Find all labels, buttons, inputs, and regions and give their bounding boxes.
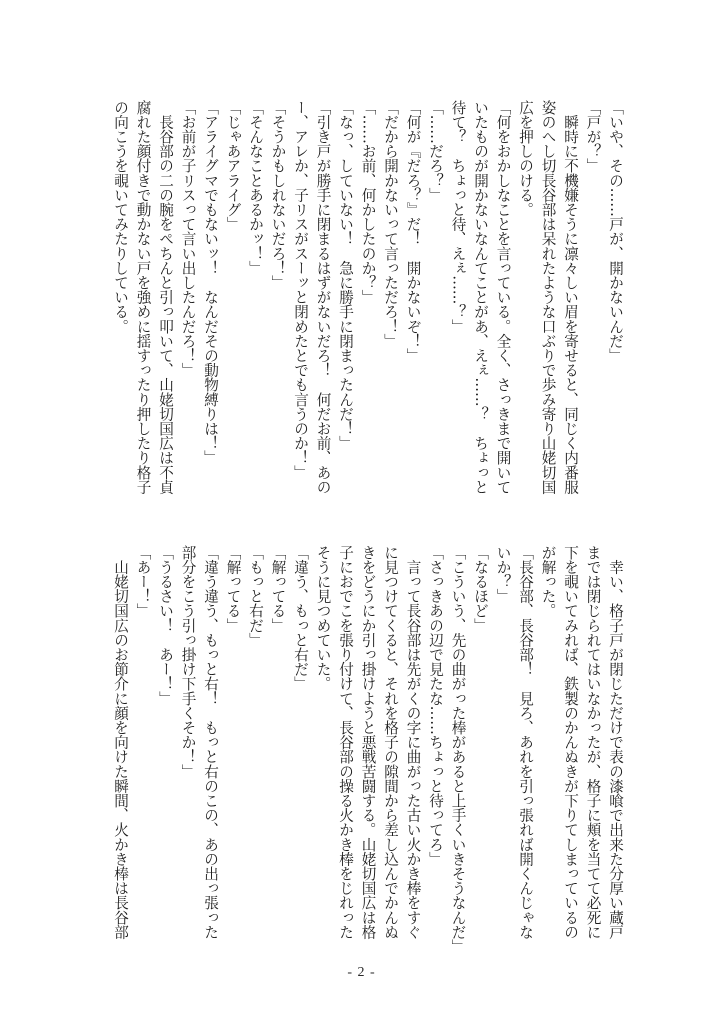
text-column: 幸い、格子戸が閉じただけで表の漆喰で出来た分厚い蔵戸 [607,545,624,940]
text-column: 「そうかもしれないだろ！」 [269,100,287,290]
text-column: 「何をおかしなことを言っている。全く、さっきまで開いて [494,100,512,495]
text-column: ー、アレか、子リスがスーッと閉めたとでも言うのか！」 [292,100,309,480]
text-column: 「解ってる」 [269,545,287,633]
text-column: 言って長谷部は先がくの字に曲がった古い火かき棒をすぐ [404,545,422,940]
text-column: 「何が『だろ？』だ！ 開かないぞ！」 [404,100,422,363]
text-column: 待て？ ちょっと待、えぇ……？」 [449,100,467,334]
text-column: 「うるさい！ あー！」 [157,545,174,706]
text-column: 「そんなことあるかッ！」 [247,100,264,276]
text-column: 「戸が？」 [584,100,602,173]
text-column: 「長谷部、長谷部！ 見ろ、あれを引っ張れば開くんじゃな [517,545,534,940]
text-column: 下を覗いてみれば、鉄製のかんぬきが下りてしまっているの [562,545,579,940]
text-column: いたものが開かないなんてことがあ、えぇ……？ ちょっと [472,100,489,495]
text-column: 瞬時に不機嫌そうに凛々しい眉を寄せると、同じく内番服 [562,100,579,495]
text-column: 「さっきあの辺で見たな……ちょっと待ってろ」 [427,545,444,867]
text-column: 「なっ、していない！ 急に勝手に閉まったんだ！」 [337,100,354,451]
text-column: 子におでこを張り付けて、長谷部の操る火かき棒をじれった [337,545,354,940]
text-column: の向こうを覗いてみたりしている。 [112,100,129,334]
text-column: 「いや、その……戸が、開かないんだ」 [607,100,624,363]
text-column: 「じゃあアライグ」 [224,100,242,232]
text-column: 「なるほど」 [472,545,489,633]
text-column: 「……お前、何かしたのか？」 [359,100,377,305]
text-column: きをどうにか引っ掛けようと悪戦苦闘する。山姥切国広は格 [359,545,377,940]
text-column: 広を押しのける。 [517,100,534,217]
text-column: 「もっと右だ」 [247,545,264,648]
text-column: 「お前が子リスって言い出したんだろ！」 [179,100,197,378]
text-column: 「解ってる」 [224,545,242,633]
text-column: 腐れた顔付きで動かない戸を強めに揺すったり押したり格子 [134,100,152,495]
text-column: 「こういう、先の曲がった棒があると上手くいきそうなんだ」 [449,545,467,954]
text-column: 山姥切国広のお節介に顔を向けた瞬間、火かき棒は長谷部 [112,545,129,940]
text-column: 長谷部の二の腕をぺちんと引っ叩いて、山姥切国広は不貞 [157,100,174,495]
text-column: 「違う、もっと右だ」 [292,545,309,691]
text-column: に見つけてくると、それを格子の隙間から差し込んでかんぬ [382,545,399,940]
text-column: いか？」 [494,545,512,604]
text-block-bottom [109,545,627,954]
text-column: そうに見つめていた。 [314,545,332,691]
text-column: 姿のへし切長谷部は呆れたような口ぶりで歩み寄り山姥切国 [539,100,557,495]
text-block-top [109,100,627,502]
text-column: 「だから開かないって言っただろ！」 [382,100,399,349]
text-column: 「違う違う、もっと右！ もっと右のこの、あの出っ張った [202,545,219,940]
text-column: 「アライグマでもないッ！ なんだその動物縛りは！」 [202,100,219,465]
text-column: が解った。 [539,545,557,618]
text-column: までは閉じられてはいなかったが、格子に頬を当てて必死に [584,545,602,940]
text-column: 部分をこう引っ掛け下手くそか！」 [179,545,197,779]
text-column: 「……だろ？」 [427,100,444,203]
text-column: 「あー！」 [134,545,152,618]
page-number: - 2 - [347,965,376,980]
text-column: 「引き戸が勝手に閉まるはずがないだろ！ 何だお前、あの [314,100,332,495]
